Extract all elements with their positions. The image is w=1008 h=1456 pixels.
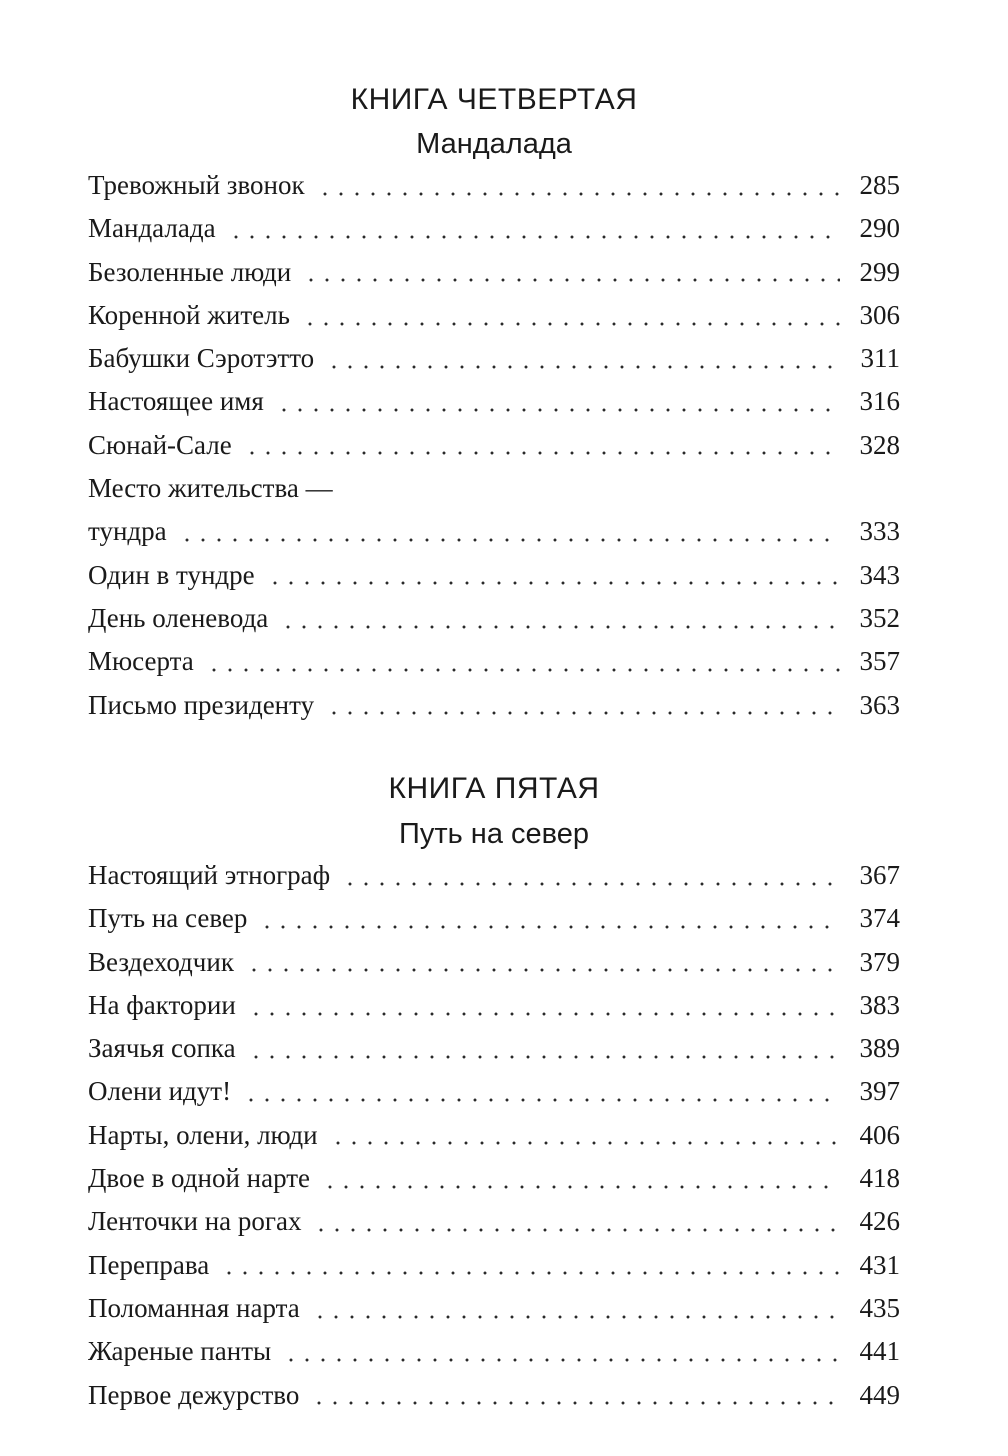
toc-leader-dots [267,580,840,586]
toc-leader-dots [248,1011,840,1017]
toc-entry-page: 357 [859,646,900,677]
toc-leader-dots [244,450,840,456]
toc-entry [88,854,900,897]
toc-entry-page: 449 [859,1379,900,1410]
toc-entry-title: На фактории [88,989,236,1020]
toc-entry-page: 328 [859,429,900,460]
toc-leader-dots [312,1314,840,1320]
toc-entry-title: Настоящее имя [88,386,264,417]
toc-entry [88,251,900,294]
toc-leader-dots [221,1270,840,1276]
toc-entry [88,1244,900,1287]
toc-entry [88,554,900,597]
toc-entry-page: 418 [859,1163,900,1194]
toc-entry [88,337,900,380]
toc-entry [88,164,900,207]
toc-entry-page: 363 [859,689,900,720]
toc-entry-title: Олени идут! [88,1076,232,1107]
toc-entry-title: Настоящий этнограф [88,860,331,890]
toc-entry-page: 316 [859,386,900,417]
toc-entry [88,1330,900,1373]
toc-entry [88,941,900,984]
toc-entry-title: Переправа [88,1249,210,1280]
book5-title: КНИГА ПЯТАЯ [388,772,600,805]
toc-entry-page: 426 [859,1206,900,1237]
toc-entry-page: 435 [859,1292,900,1323]
toc-entry-page: 285 [859,170,900,200]
toc-entry-title: Сюнай-Сале [88,429,232,460]
toc-leader-dots [243,1097,840,1103]
toc-entry-page: 299 [859,256,900,287]
toc-leader-dots [283,1357,840,1363]
toc-entry-page: 352 [859,602,900,633]
toc-entry [88,1157,900,1200]
toc-entry-title: Бабушки Сэротэтто [88,343,315,374]
book4-toc-list [88,164,900,727]
book5-subtitle: Путь на север [399,818,589,850]
toc-entry-title: Тревожный звонок [88,170,305,200]
toc-entry-title: Письмо президенту [88,689,315,720]
toc-entry-page: 306 [859,299,900,330]
toc-entry-title: Коренной житель [88,299,290,330]
toc-entry-page: 431 [859,1249,900,1280]
book5-toc-list [88,854,900,1417]
toc-entry-title: тундра [88,516,167,547]
toc-leader-dots [303,277,840,283]
toc-entry [88,1374,900,1417]
toc-leader-dots [228,234,840,240]
toc-entry [88,294,900,337]
toc-entry-title: Двое в одной нарте [88,1163,311,1194]
book4-subtitle: Мандалада [416,128,572,160]
toc-leader-dots [326,364,840,370]
toc-entry [88,1070,900,1113]
toc-entry-page: 343 [859,559,900,590]
book4-title: КНИГА ЧЕТВЕРТАЯ [350,83,638,116]
toc-entry-title: Поломанная нарта [88,1292,300,1323]
toc-entry-page: 374 [859,903,900,934]
toc-entry-title: Ленточки на рогах [88,1206,302,1237]
toc-entry [88,424,900,467]
toc-entry [88,207,900,250]
toc-entry [88,1287,900,1330]
toc-entry-title: Мюсерта [88,646,194,677]
toc-leader-dots [313,1227,840,1233]
toc-leader-dots [302,321,840,327]
toc-entry-page: 397 [859,1076,900,1107]
toc-entry [88,640,900,683]
toc-entry-title: Нарты, олени, люди [88,1119,318,1150]
toc-entry-page: 290 [859,213,900,244]
toc-entry [88,984,900,1027]
toc-entry [88,897,900,940]
toc-leader-dots [326,710,840,716]
toc-leader-dots [246,967,840,973]
toc-leader-dots [322,1184,840,1190]
toc-leader-dots [280,624,840,630]
toc-entry-title: Вездеходчик [88,946,234,977]
toc-entry [88,467,900,510]
toc-entry-page: 383 [859,989,900,1020]
toc-leader-dots [248,1054,840,1060]
toc-leader-dots [276,407,840,413]
toc-leader-dots [259,924,840,930]
toc-entry [88,597,900,640]
toc-entry-title: Путь на север [88,903,248,934]
toc-entry [88,1200,900,1243]
toc-leader-dots [311,1400,840,1406]
toc-entry-page: 389 [859,1033,900,1064]
toc-entry-page: 333 [859,516,900,547]
toc-entry-title: День оленевода [88,602,269,633]
toc-leader-dots [179,537,840,543]
toc-entry-title: Мандалада [88,213,216,244]
toc-entry-page: 367 [859,860,900,890]
toc-entry-page: 311 [860,343,900,374]
toc-leader-dots [342,881,840,887]
toc-entry-title: Место жительства — [88,473,333,504]
toc-entry-title: Первое дежурство [88,1379,300,1410]
toc-entry-page: 441 [859,1336,900,1367]
toc-leader-dots [330,1140,840,1146]
toc-entry-title: Один в тундре [88,559,255,590]
toc-entry-page: 406 [859,1119,900,1150]
toc-entry [88,684,900,727]
toc-entry-title: Жареные панты [88,1336,272,1367]
toc-leader-dots [206,667,840,673]
toc-leader-dots [317,191,840,197]
toc-entry [88,510,900,553]
toc-entry [88,380,900,423]
toc-entry-page: 379 [859,946,900,977]
toc-entry [88,1114,900,1157]
toc-entry-title: Безоленные люди [88,256,292,287]
toc-entry [88,1027,900,1070]
toc-entry-title: Заячья сопка [88,1033,236,1064]
